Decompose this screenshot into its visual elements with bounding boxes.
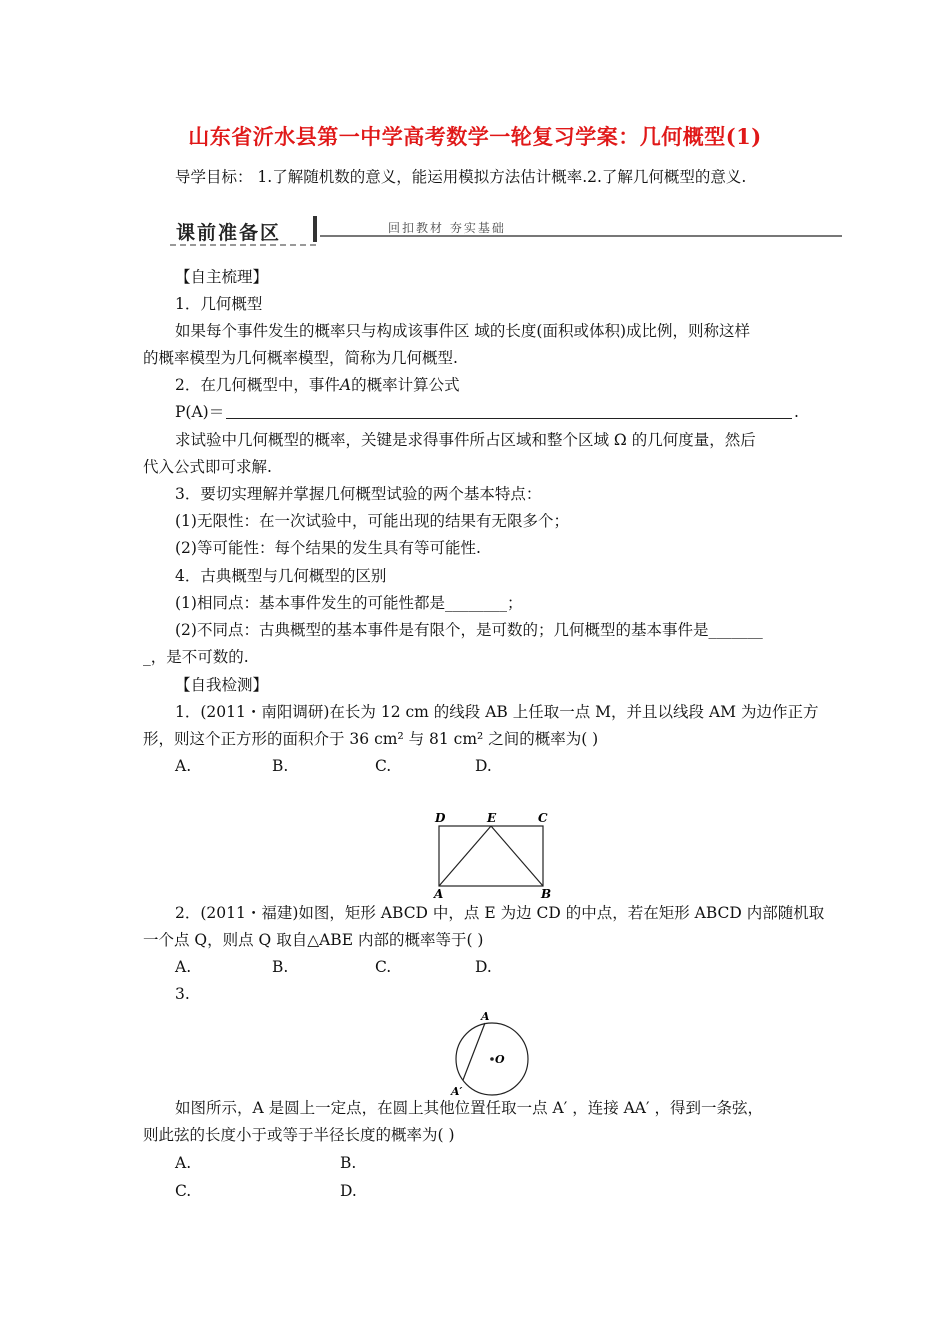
segment-be	[491, 826, 543, 886]
item4-point2-blank: _______	[708, 621, 763, 639]
q2-option-b[interactable]: B.	[272, 958, 289, 976]
q3-line1: 如图所示，A 是圆上一定点，在圆上其他位置任取一点 A′ ，连接 AA′ ，得到一条弦，	[175, 1099, 763, 1117]
q1-option-c[interactable]: C.	[375, 757, 392, 775]
formula-blank-line	[226, 418, 792, 419]
label-circle-a: A	[481, 1010, 490, 1023]
section-header-review: 【自主梳理】	[175, 268, 269, 286]
q2-line1: 2．(2011・福建)如图，矩形 ABCD 中，点 E 为边 CD 的中点，若在矩形 ABCD 内部随机取	[175, 904, 825, 922]
rectangle-figure	[425, 808, 555, 898]
q3-number: 3.	[175, 985, 190, 1003]
label-c: C	[538, 811, 548, 825]
item4-title: 4．古典概型与几何概型的区别	[175, 567, 387, 585]
item4-point2-text: (2)不同点：古典概型的基本事件是有限个，是可数的；几何概型的基本事件是	[175, 621, 709, 639]
item2-var: A	[339, 376, 352, 394]
circle-figure	[440, 1008, 540, 1100]
section-banner	[170, 214, 842, 248]
item3-point2: (2)等可能性：每个结果的发生具有等可能性.	[175, 539, 481, 557]
item2-text-line1: 求试验中几何概型的概率，关键是求得事件所占区域和整个区域 Ω 的几何度量，然后	[175, 431, 756, 449]
label-e: E	[487, 811, 497, 825]
formula-lhs: P(A)＝	[175, 403, 225, 421]
item4-point1-blank: ________	[444, 594, 507, 612]
center-point	[490, 1057, 494, 1061]
item4-point1	[175, 593, 522, 613]
formula-end: .	[794, 403, 799, 421]
item3-point1: (1)无限性：在一次试验中，可能出现的结果有无限多个；	[175, 512, 569, 530]
q1-option-b[interactable]: B.	[272, 757, 289, 775]
q1-option-d[interactable]: D.	[475, 757, 492, 775]
q3-option-d[interactable]: D.	[340, 1182, 357, 1200]
q1-option-a[interactable]: A.	[175, 757, 192, 775]
label-circle-a-prime: A′	[451, 1085, 463, 1098]
item4-point1-end: ；	[506, 594, 523, 612]
item4-point2	[175, 620, 763, 640]
item4-point1-text: (1)相同点：基本事件发生的可能性都是	[175, 594, 445, 612]
banner-title: 课前准备区	[176, 222, 282, 244]
q3-option-a[interactable]: A.	[175, 1154, 192, 1172]
rectangle-abcd	[439, 826, 543, 886]
banner-underline	[170, 244, 316, 246]
item2-title-tail: 的概率计算公式	[351, 376, 460, 394]
label-circle-o: O	[495, 1053, 505, 1066]
q2-option-a[interactable]: A.	[175, 958, 192, 976]
item2-title	[175, 375, 460, 395]
banner-subtitle: 回扣教材 夯实基础	[388, 221, 506, 235]
page-title: 山东省沂水县第一中学高考数学一轮复习学案：几何概型(1)	[188, 124, 762, 149]
segment-ae	[439, 826, 491, 886]
q3-line2: 则此弦的长度小于或等于半径长度的概率为( )	[143, 1126, 455, 1144]
chord-aa	[463, 1023, 485, 1080]
q2-line2: 一个点 Q，则点 Q 取自△ABE 内部的概率等于( )	[143, 931, 484, 949]
item1-title: 1．几何概型	[175, 295, 263, 313]
item1-text-line1: 如果每个事件发生的概率只与构成该事件区 域的长度(面积或体积)成比例，则称这样	[175, 322, 751, 340]
item4-point2-line2: _，是不可数的.	[143, 648, 249, 666]
q3-option-c[interactable]: C.	[175, 1182, 192, 1200]
q2-option-d[interactable]: D.	[475, 958, 492, 976]
label-a: A	[434, 887, 444, 898]
label-d: D	[435, 811, 446, 825]
q1-line1: 1．(2011・南阳调研)在长为 12 cm 的线段 AB 上任取一点 M，并且以线段 AM 为边作正方	[175, 703, 819, 721]
item2-text-line2: 代入公式即可求解.	[143, 458, 272, 476]
q1-line2: 形，则这个正方形的面积介于 36 cm² 与 81 cm² 之间的概率为( )	[143, 730, 599, 748]
item2-title-text: 2．在几何概型中，事件	[175, 376, 340, 394]
q3-option-b[interactable]: B.	[340, 1154, 357, 1172]
label-b: B	[541, 887, 552, 898]
q2-option-c[interactable]: C.	[375, 958, 392, 976]
section-header-self-check: 【自我检测】	[175, 676, 269, 694]
item1-text-line2: 的概率模型为几何概率模型，简称为几何概型.	[143, 349, 458, 367]
item3-title: 3．要切实理解并掌握几何概型试验的两个基本特点：	[175, 485, 542, 503]
learning-goal: 导学目标： 1.了解随机数的意义，能运用模拟方法估计概率.2.了解几何概型的意义.	[175, 168, 747, 186]
banner-divider	[313, 216, 317, 242]
